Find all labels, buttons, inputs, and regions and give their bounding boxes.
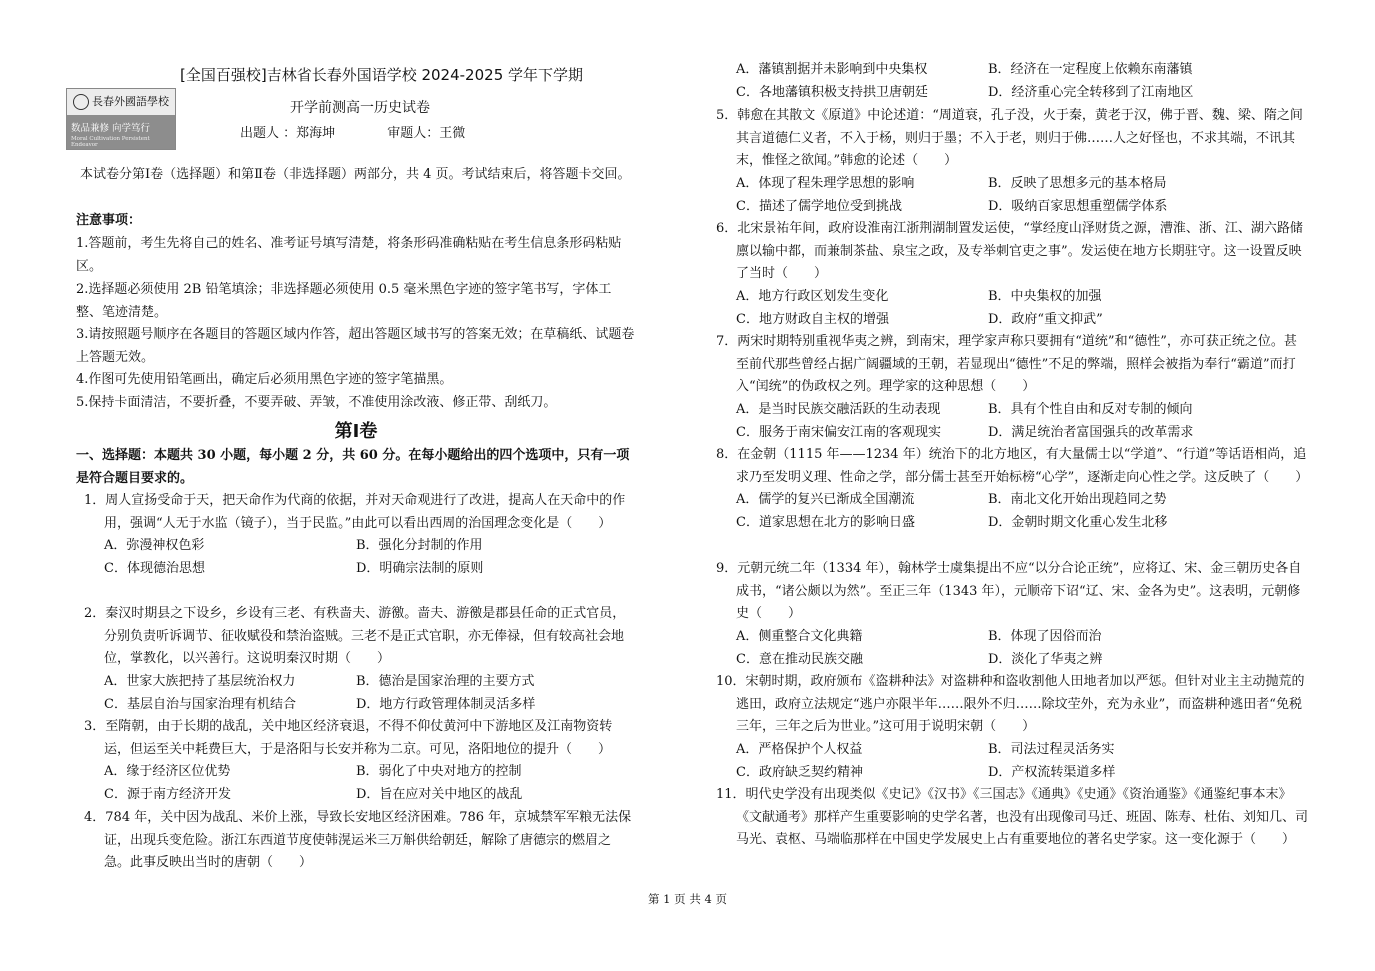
option: A．地方行政区划发生变化: [736, 289, 889, 305]
logo-name-band: [67, 89, 175, 115]
question-stem: 8．在金朝（1115 年——1234 年）统治下的北方地区，有大量儒士以“学道”、“行道”等话语相尚，追求乃至发明义理、性命之学，部分儒士甚至开始标榜“心学”，逐渐走向心性之学。这反映了（ ）: [716, 447, 1309, 485]
option: A．体现了程朱理学思想的影响: [736, 176, 915, 192]
option: A．严格保护个人权益: [736, 742, 863, 758]
option: C．道家思想在北方的影响日盛: [736, 515, 915, 531]
question-options-continued: [708, 59, 1308, 104]
option: B．强化分封制的作用: [356, 538, 483, 554]
question: [76, 716, 636, 807]
question-stem: 7．两宋时期特别重视华夷之辨，到南宋，理学家声称只要拥有“道统”和“德性”，亦可获正统之位。甚至前代那些曾经占据广阔疆域的王朝，若显现出“德性”不足的弊端，照样会被指为奉行“霸道”而打入“闰统”的伪政权之列。理学家的这种思想（ ）: [716, 334, 1297, 395]
option: B．南北文化开始出现趋同之势: [988, 492, 1167, 508]
option: B．中央集权的加强: [988, 289, 1102, 305]
question-stem: 3．至隋朝，由于长期的战乱，关中地区经济衰退，不得不仰仗黄河中下游地区及江南物资转运，但运至关中耗费巨大，于是洛阳与长安并称为二京。可见，洛阳地位的提升（ ）: [84, 719, 613, 757]
author: 出题人 ：郑海坤: [240, 126, 336, 141]
school-emblem-icon: [73, 94, 89, 110]
question: [76, 490, 636, 581]
page-footer: 第 1 页 共 4 页: [648, 892, 727, 906]
exam-title: [全国百强校]吉林省长春外国语学校 2024-2025 学年下学期: [180, 66, 584, 84]
exam-subtitle: 开学前测高一历史试卷: [290, 100, 430, 116]
option: D．经济重心完全转移到了江南地区: [988, 84, 1194, 100]
question: [76, 603, 636, 717]
option: A．弥漫神权色彩: [104, 538, 205, 554]
option: C．基层自治与国家治理有机结合: [104, 696, 296, 712]
option: D．淡化了华夷之辨: [988, 651, 1103, 667]
instruction-item: 3.请按照题号顺序在各题目的答题区域内作答，超出答题区域书写的答案无效；在草稿纸、试题卷上答题无效。: [76, 327, 635, 365]
instructions-heading: 注意事项：: [76, 213, 142, 228]
option: D．政府“重文抑武”: [988, 311, 1103, 327]
question-stem: 4．784 年，关中因为战乱、米价上涨，导致长安地区经济困难。786 年，京城禁军军粮无法保证，出现兵变危险。浙江东西道节度使韩滉运米三万斛供给朝廷，解除了唐德宗的燃眉之急。此事反映出当时的唐朝（ ）: [84, 810, 632, 871]
option: B．体现了因俗而治: [988, 629, 1102, 645]
option: D．吸纳百家思想重塑儒学体系: [988, 198, 1168, 214]
option: A．缘于经济区位优势: [104, 764, 231, 780]
option: D．地方行政管理体制灵活多样: [356, 696, 536, 712]
option: A．侧重整合文化典籍: [736, 629, 863, 645]
question-stem: 5．韩愈在其散文《原道》中论述道：“周道衰，孔子没，火于秦，黄老于汉，佛于晋、魏、梁、隋之间其言道德仁义者，不入于杨，则归于墨；不入于老，则归于佛……人之好怪也，不求其端，不讯其末，惟怪之欲闻。”韩愈的论述（ ）: [716, 108, 1303, 169]
question-stem: 11．明代史学没有出现类似《史记》《汉书》《三国志》《通典》《史通》《资治通鉴》《通鉴纪事本末》《文献通考》那样产生重要影响的史学名著，也没有出现像司马迁、班固、陈寿、杜佑、刘知几、司马光、袁枢、马端临那样在中国史学发展史上占有重要地位的著名史学家。这一变化源于（ ）: [716, 787, 1309, 848]
option: C．描述了儒学地位受到挑战: [736, 198, 902, 214]
question-stem: 6．北宋景祐年间，政府设淮南江浙荆湖制置发运使，“掌经度山泽财货之源，漕淮、浙、江、湖六路储廪以输中都，而兼制茶盐、泉宝之政，及专举刺官吏之事”。发运使在地方长期驻守。这一设置反映了当时（ ）: [716, 221, 1303, 282]
question-stem: 1．周人宣扬受命于天，把天命作为代商的依据，并对天命观进行了改进，提高人在天命中的作用，强调“人无于水监（镜子），当于民监。”由此可以看出西周的治国理念变化是（ ）: [84, 493, 626, 531]
question: [708, 558, 1308, 672]
instruction-item: 5.保持卡面清洁，不要折叠，不要弄破、弄皱，不准使用涂改液、修正带、刮纸刀。: [76, 395, 557, 410]
option: D．金朝时期文化重心发生北移: [988, 515, 1168, 531]
logo-school-name: 長春外國語學校: [92, 95, 169, 108]
option: B．经济在一定程度上依赖东南藩镇: [988, 62, 1193, 77]
section-title: 第Ⅰ卷: [334, 421, 378, 442]
option: D．满足统治者富国强兵的改革需求: [988, 424, 1194, 440]
question: [708, 784, 1308, 852]
option: B．具有个性自由和反对专制的倾向: [988, 402, 1193, 418]
option: C．服务于南宋偏安江南的客观现实: [736, 424, 941, 440]
instruction-item: 4.作图可先使用铅笔画出，确定后必须用黑色字迹的签字笔描黑。: [76, 372, 453, 387]
option: D．旨在应对关中地区的战乱: [356, 787, 523, 803]
school-logo: [66, 88, 176, 150]
option: C．意在推动民族交融: [736, 651, 863, 667]
logo-motto: 数品兼修 向学笃行: [71, 123, 151, 134]
author-line: [240, 122, 513, 141]
option: A．是当时民族交融活跃的生动表现: [736, 402, 941, 418]
reviewer: 审题人：王微: [387, 126, 466, 141]
logo-motto-band: [67, 115, 175, 149]
question-stem: 10．宋朝时期，政府颁布《盗耕种法》对盗耕种和盗收割他人田地者加以严惩。但针对业主主动抛荒的逃田，政府立法规定“逃户亦限半年……限外不归……除坟茔外，充为永业”，而盗耕种逃田者“免税三年，三年之后为世业。”这可用于说明宋朝（ ）: [716, 674, 1305, 735]
option: A．世家大族把持了基层统治权力: [104, 674, 296, 690]
question-stem: 2．秦汉时期县之下设乡，乡设有三老、有秩啬夫、游徼。啬夫、游徼是郡县任命的正式官员，分别负责听诉调节、征收赋役和禁治盗贼。三老不是正式官职，亦无俸禄，但有较高社会地位，掌教化，以兴善行。这说明秦汉时期（ ）: [84, 606, 626, 667]
option: D．明确宗法制的原则: [356, 561, 484, 577]
question: [708, 105, 1308, 219]
section-intro: 一、选择题：本题共 30 小题，每小题 2 分，共 60 分。在每小题给出的四个选项中，只有一项是符合题目要求的。: [76, 448, 630, 486]
option: D．产权流转渠道多样: [988, 764, 1116, 780]
option: B．反映了思想多元的基本格局: [988, 176, 1167, 192]
option: C．各地藩镇积极支持拱卫唐朝廷: [736, 84, 928, 100]
option: B．司法过程灵活务实: [988, 742, 1115, 758]
option: C．地方财政自主权的增强: [736, 311, 889, 327]
option: B．弱化了中央对地方的控制: [356, 764, 522, 780]
question: [76, 807, 636, 875]
option: A．藩镇割据并未影响到中央集权: [736, 62, 928, 77]
option: C．体现德治思想: [104, 561, 205, 577]
question-stem: 9．元朝元统二年（1334 年），翰林学士虞集提出不应“以分合论正统”，应将辽、宋、金三朝历史各自成书，“诸公颇以为然”。至正三年（1343 年），元顺帝下诏“辽、宋、金各为史”。这表明，元朝修史（ ）: [716, 561, 1302, 622]
option: A．儒学的复兴已渐成全国潮流: [736, 492, 915, 508]
question: [708, 331, 1308, 445]
instructions-intro: 本试卷分第Ⅰ卷（选择题）和第Ⅱ卷（非选择题）两部分，共 4 页。考试结束后，将答题卡交回。: [80, 167, 631, 182]
question: [708, 671, 1308, 785]
instruction-item: 1.答题前，考生先将自己的姓名、准考证号填写清楚，将条形码准确粘贴在考生信息条形码粘贴区。: [76, 236, 622, 274]
option: B．德治是国家治理的主要方式: [356, 674, 535, 690]
option: C．政府缺乏契约精神: [736, 764, 863, 780]
option: C．源于南方经济开发: [104, 787, 231, 803]
question: [708, 218, 1308, 332]
logo-motto-en: Moral Cultivation Persistent Endeavor: [71, 136, 150, 148]
question: [708, 444, 1308, 535]
instruction-item: 2.选择题必须使用 2B 铅笔填涂；非选择题必须使用 0.5 毫米黑色字迹的签字笔书写，字体工整、笔迹清楚。: [76, 282, 612, 320]
